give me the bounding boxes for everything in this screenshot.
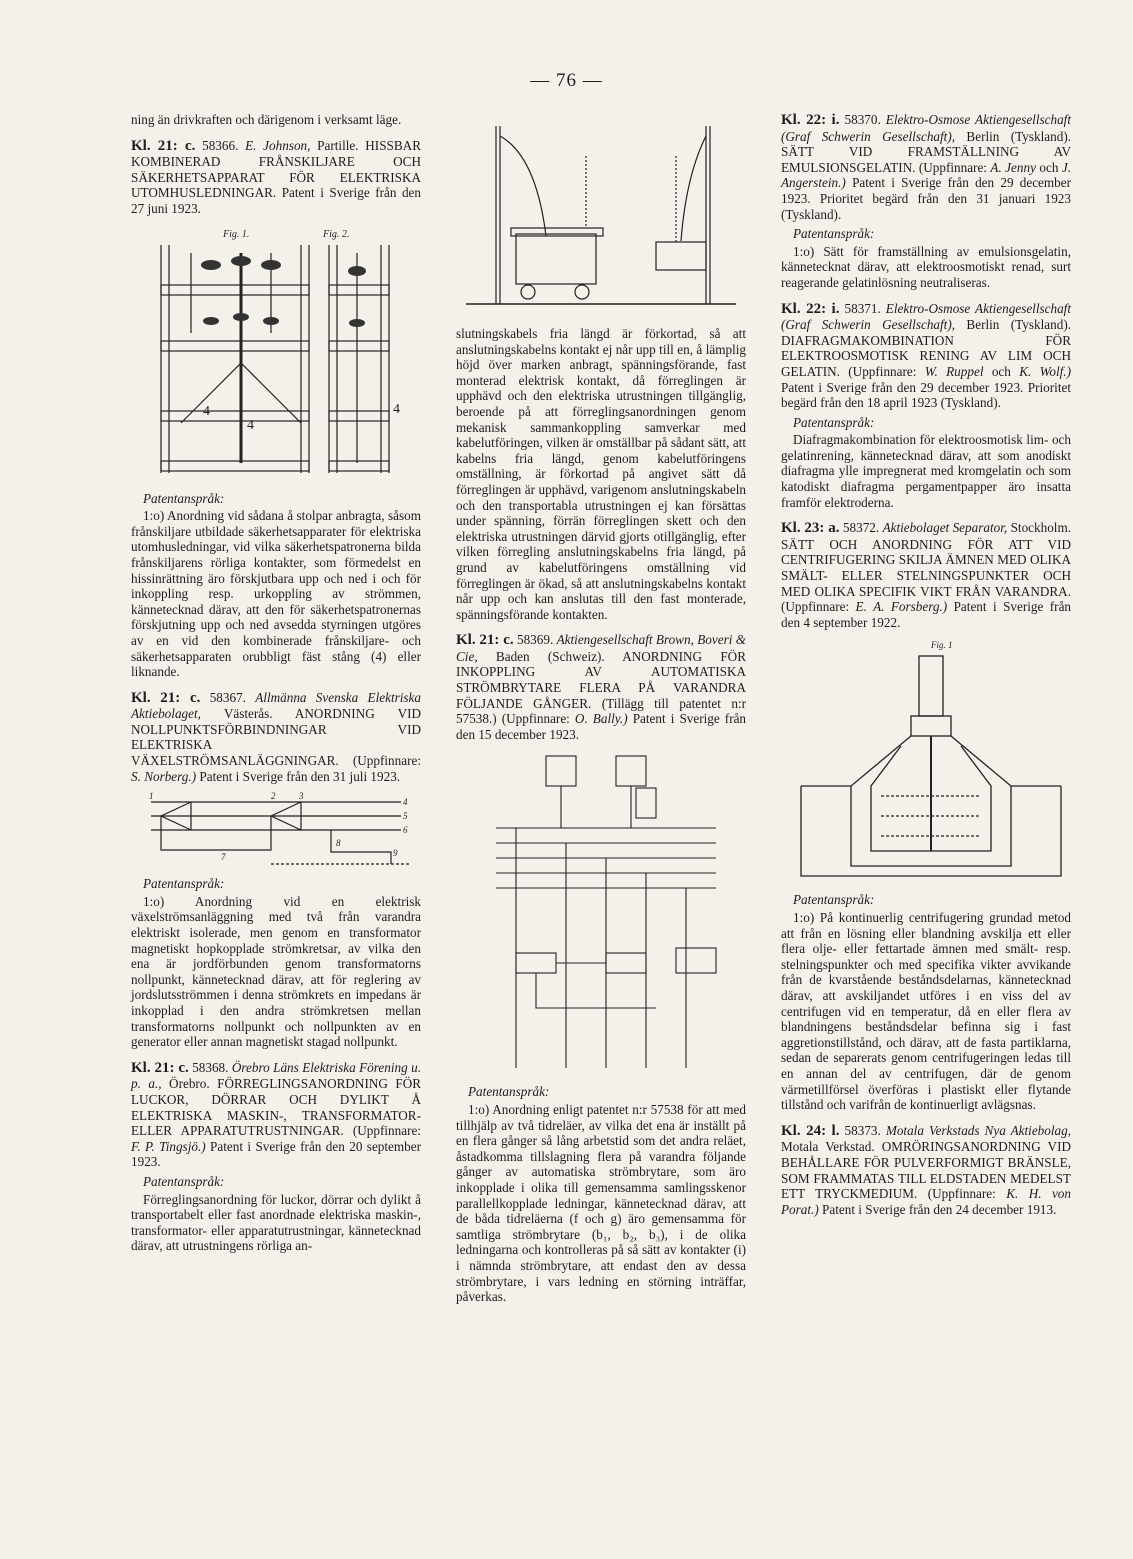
entry-class: Kl. 24: l. (781, 1122, 840, 1139)
entry-text: Stockholm. SÄTT OCH ANORDNING FÖR ATT VID CENTRIFUGERING SKILJA ÄMNEN MED OLIKA SMÄLT- ELLER STELNINGSPUNKTER OCH MED OLIKA SPECIFIK VIKT FRÅN VARANDRA. (Uppfinnare: (781, 520, 1072, 615)
column-3 (781, 112, 1071, 1221)
col1-intro: ning än drivkraften och därigenom i verksamt läge. (131, 112, 402, 127)
entry-text-2: Patent i Sverige från den 24 december 1913. (822, 1201, 1057, 1217)
fig-label-2: Fig. 2. (323, 228, 350, 240)
entry-number: 58371. (844, 300, 881, 316)
fig-label: Fig. 1 (931, 640, 953, 651)
entry-text: Motala Verkstad. OMRÖRINGSANORDNING VID BEHÅLLARE FÖR PULVERFORMIGT BRÄNSLE, SOM FRAMMATAS TILL ELDSTADEN MEDELST ETT TRYCKMEDIUM. (Uppfinnare: (781, 1139, 1071, 1202)
entry-inventor: S. Norberg.) (131, 768, 197, 784)
entry-text-2: Patent i Sverige från den 29 december 1923. Prioritet begärd från den 31 januari 1923 (Tyskland). (781, 175, 1072, 222)
entry-number: 58367. (209, 689, 246, 705)
entry-inventor: F. P. Tingsjö.) (131, 1138, 206, 1154)
entry-and: och (991, 363, 1011, 379)
entry-class: Kl. 23: a. (781, 520, 840, 537)
entry-number: 58373. (844, 1122, 881, 1138)
entry-text-2: Patent i Sverige från den 4 september 1922. (781, 599, 1072, 630)
entry-58368 (131, 1060, 421, 1170)
entry-applicant: Allmänna Svenska Elektriska Aktiebolaget, (131, 689, 421, 722)
entry-58373 (781, 1123, 1071, 1218)
entry-applicant: Örebro Läns Elektriska Förening u. p. a., (131, 1059, 421, 1092)
entry-text: Baden (Schweiz). ANORDNING FÖR INKOPPLING AV AUTOMATISKA STRÖMBRYTARE FLERA PÅ VARANDRA FÖLJANDE GÅNGER. (Tillägg till patentet n:r 57538.) (Uppfinnare: (456, 648, 747, 727)
page-number: — 76 — (530, 70, 603, 91)
entry-applicant: Aktiengesellschaft Brown, Boveri & Cie, (456, 632, 746, 664)
entry-class: Kl. 21: c. (456, 632, 514, 649)
claim-heading: Patentanspråk: (793, 226, 875, 242)
claim-heading: Patentanspråk: (468, 1084, 550, 1100)
entry-and: och (1039, 159, 1059, 175)
claim-heading: Patentanspråk: (143, 876, 225, 892)
figure-cable-trolley (456, 116, 746, 316)
entry-inventor: K. H. von Porat.) (781, 1186, 1071, 1217)
entry-58371 (781, 301, 1071, 411)
fig-num-5: 5 (403, 811, 408, 822)
entry-text: Västerås. ANORDNING VID NOLLPUNKTSFÖRBINDNINGAR VID ELEKTRISKA VÄXELSTRÖMSANLÄGGNINGAR. (Uppfinnare: (131, 706, 422, 769)
figure-transformer-circuit (131, 790, 421, 870)
entry-number: 58372. (842, 520, 880, 536)
entry-class: Kl. 21: c. (131, 137, 196, 154)
claim-heading: Patentanspråk: (793, 414, 875, 430)
column-2 (456, 326, 746, 1309)
entry-58370 (781, 112, 1071, 222)
fig-num-7: 7 (221, 852, 226, 863)
entry-inventor-2: J. Angerstein.) (781, 159, 1072, 191)
entry-applicant: Elektro-Osmose Aktiengesellschaft (Graf Schwerin Gesellschaft), (781, 112, 1072, 144)
entry-text: Örebro. FÖRREGLINGSANORDNING FÖR LUCKOR, DÖRRAR OCH DYLIKT Å ELEKTRISKA MASKIN-, TRANSFORMATOR- ELLER APPARATUTRUSTNINGAR. (Uppfinnare: (131, 1076, 422, 1139)
fig-num-8: 8 (336, 838, 341, 849)
figure-breaker-circuit (456, 748, 746, 1078)
entry-text-2: Patent i Sverige från den 15 december 1923. (456, 711, 747, 742)
claim-text: Diafragmakombination för elektroosmotisk lim- och gelatinrening, kännetecknad därav, att som anodiskt diafragma ylle impregnerat med kromgelatin och som katodiskt diafragma pergamentpapper äro insatta framför elektroderna. (781, 432, 1071, 510)
entry-class: Kl. 21: c. (131, 1059, 189, 1076)
entry-text: Berlin (Tyskland). SÄTT VID FRAMSTÄLLNING AV EMULSIONSGELATIN. (Uppfinnare: (781, 128, 1072, 175)
fig-num-9: 9 (393, 848, 398, 859)
figure-isolator-frame (131, 223, 421, 485)
entry-58367 (131, 690, 421, 785)
entry-inventor: A. Jenny (990, 159, 1036, 175)
entry-text: Berlin (Tyskland). DIAFRAGMAKOMBINATION FÖR ELEKTROOSMOTISK RENING AV LIM OCH GELATIN. (Uppfinnare: (781, 317, 1072, 379)
entry-text: Partille. HISSBAR KOMBINERAD FRÅNSKILJARE OCH SÄKERHETSAPPARAT FÖR ELEKTRISKA UTOMHUSLEDNINGAR. Patent i Sverige från den 27 juni 1923. (131, 137, 421, 216)
fig-num-1: 1 (149, 791, 154, 802)
claim-text: Förreglingsanordning för luckor, dörrar och dylikt å transportabelt eller fast anordnade elektriska maskin-, transformator- eller apparatutrustningar, kännetecknad därav, att utrustningens rörliga an- (131, 1191, 421, 1254)
column-1 (131, 112, 421, 1258)
claim-text: 1:o) Anordning vid en elektrisk växelströmsanläggning med två från varandra elektriskt isolerade, men genom en transformator magnetiskt hopkopplade strömkretsar, av vilka den ena är jordförbunden genom transformatorns nollpunkt, kännetecknad därav, att för reglering av jordslutsströmmen i denna strömkrets en impedans är inkopplad i den andra strömkretsen mellan transformatorns nollpunkt och nollpunkten av en generator eller annan magnetiskt stagad nollpunkt. (131, 893, 421, 1050)
claim-heading: Patentanspråk: (143, 1173, 225, 1189)
entry-class: Kl. 22: i. (781, 300, 840, 317)
entry-applicant: Elektro-Osmose Aktiengesellschaft (Graf Schwerin Gesellschaft), (781, 300, 1072, 333)
entry-inventor-2: K. Wolf.) (1019, 363, 1071, 379)
entry-applicant: E. Johnson, (245, 137, 311, 153)
entry-applicant: Motala Verkstads Nya Aktiebolag, (885, 1122, 1072, 1138)
entry-58369 (456, 632, 746, 742)
entry-58372 (781, 520, 1071, 630)
fig-mark-a: 4 (203, 403, 210, 419)
fig-num-4: 4 (403, 797, 408, 808)
claim-heading: Patentanspråk: (143, 490, 225, 506)
entry-text-2: Patent i Sverige från den 20 september 1923. (131, 1138, 422, 1170)
claim-heading: Patentanspråk: (793, 892, 875, 908)
claim-text: 1:o) Anordning vid sådana å stolpar anbragta, såsom frånskiljare utbildade säkerhetsapparater för elektriska utomhusledningar, vid vilka säkerhetspatronerna bilda frånskiljarens rörliga kontakter, som förmedelst en hissinrättning äro förskjutbara upp och ned i och för inkoppling resp. urkoppling av strömmen, kännetecknad därav, att den för säkerhetspatronernas förskjutning upp och ned avsedda styrningen utgöres av en vid den kombinerade frånskiljare- och säkerhetsapparaten orubbligt fäst stång (4) eller liknande. (131, 508, 421, 680)
entry-applicant: Aktiebolaget Separator, (882, 520, 1008, 536)
entry-text-2: Patent i Sverige från den 29 december 1923. Prioritet begärd från den 18 april 1923 (Tyskland). (781, 379, 1071, 411)
entry-58366 (131, 138, 421, 217)
col2-continuation: slutningskabels fria längd är förkortad, så att anslutningskabelns kontakt ej når upp till en, å lämplig höjd över marken anbragt, spänningsförande, fast monterad elektrisk kontakt, då förreglingen är upphävd och den elektriska utrustningen tillgänglig, beroende på att förreglingsanordningen genom mekanisk sammankoppling samverkar med kabelutföringen, vilken är omställbar på sådant sätt, att kabelns fria längd, genom kabelutföringens omställning, är förkortad på angivet sätt då förreglingen är upphävd, varigenom anslutningskabeln och den transportabla utrustningen ej kan försättas under spänning, förrän förreglingen skett och den elektriska utrustningen därvid gjorts otillgänglig, efter vilken förregling anslutningskabelns fria längd, på grund av kabelutföringens omställning vid förreglingen är ökad, så att anslutningskabelns kontakt når upp och kan anslutas till den fast monterade, spänningsförande kontakten. (456, 326, 746, 622)
claim-text: 1:o) På kontinuerlig centrifugering grundad metod att från en lösning eller blandning avskilja ett eller flera olje- eller fettartade ämnen med smält- resp. stelningspunkter och med specifika vikter avvikande från de kvarstående beståndsdelarnas, kännetecknad därav, att avskiljandet utföres i en viss del av centrifugen vid en temperatur, då en eller flera av blandningens beståndsdelar befinna sig i fast aggretionstillstånd, och därav, att de fasta partiklarna, sedan de separerats genom centrifugeringen ledas till en annan del av centrifugen, där de genom värmetillförsel överföras i plastiskt eller flytande tillstånd och varifrån de kontinuerligt avlägsnas. (781, 910, 1071, 1113)
entry-inventor: W. Ruppel (924, 363, 984, 379)
figure-centrifuge (781, 636, 1071, 886)
entry-number: 58366. (202, 137, 239, 153)
fig-mark-b: 4 (247, 417, 254, 433)
entry-number: 58368. (192, 1059, 229, 1075)
fig-label-1: Fig. 1. (223, 228, 250, 240)
fig-mark-c: 4 (393, 401, 400, 417)
fig-num-3: 3 (299, 791, 304, 802)
claim-text: 1:o) Anordning enligt patentet n:r 57538 för att med tillhjälp av två tidreläer, av vilka det ena är inställt på en flera gånger så lång arbetstid som det andra reläet, åstadkomma tillslagning flera på varandra följande gånger av automatiska strömbrytare, som äro inkopplade i olika till gemensamma samlingsskenor parallellkopplade ledningar, kännetecknad därav, att de båda tidreläerna (f och g) äro gemensamma för samtliga strömbrytare (b₁, b₂, b₃), i de olika ledningarna och kontrolleras på så sätt av kontakter (i) i nämnda strömbrytare, att endast den av dessa strömbrytare, i vars ledning en störning inträffar, påverkas. (456, 1102, 746, 1305)
fig-num-6: 6 (403, 825, 408, 836)
entry-class: Kl. 22: i. (781, 112, 840, 128)
entry-number: 58370. (844, 112, 881, 127)
fig-num-2: 2 (271, 791, 276, 802)
entry-inventor: E. A. Forsberg.) (855, 599, 948, 615)
entry-number: 58369. (516, 632, 554, 648)
claim-text: 1:o) Sätt för framställning av emulsionsgelatin, kännetecknat därav, att elektroosmotiskt renad, surt reagerande gelatinlösning neutraliseras. (781, 243, 1071, 290)
entry-text-2: Patent i Sverige från den 31 juli 1923. (199, 768, 401, 784)
entry-class: Kl. 21: c. (131, 689, 201, 706)
entry-inventor: O. Bally.) (574, 711, 628, 727)
